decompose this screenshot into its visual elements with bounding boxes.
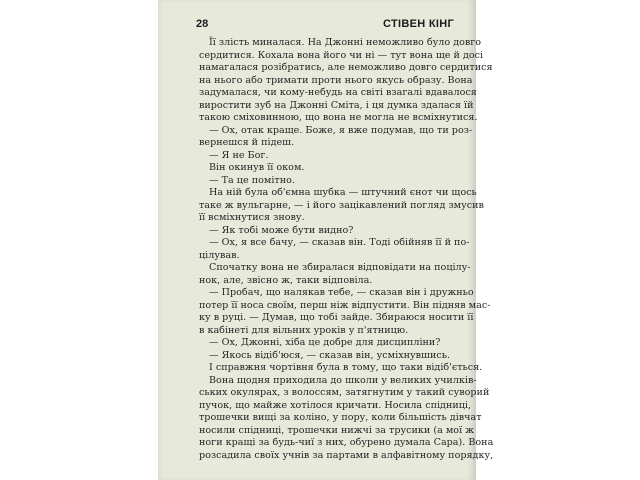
text-line: на нього або тримати проти нього якусь образу. Вона — [199, 74, 473, 86]
text-line: сердитися. Кохала вона його чи ні — тут вона ще й досі — [199, 49, 484, 61]
text-line: — Як тобі може бути видно? — [209, 224, 354, 236]
page-number: 28 — [196, 18, 209, 30]
text-line: — Пробач, що налякав тебе, — сказав він і дружньо — [209, 287, 474, 298]
text-line: Він окинув її оком. — [209, 162, 305, 173]
text-line: таке ж вульгарне, — і його зацікавлений погляд змусив — [199, 199, 484, 211]
text-line: розсадила своїх учнів за партами в алфавітному порядку, — [199, 449, 494, 461]
text-line: трошечки вищі за коліно, у пору, коли більшість дівчат — [199, 412, 482, 423]
text-line: — Ох, отак краще. Боже, я вже подумав, що ти роз- — [209, 124, 473, 136]
page-header — [196, 18, 454, 32]
text-line: — Якось відіб'юся, — сказав він, усміхнувшись. — [209, 349, 451, 361]
text-line: ку в руці. — Думав, що тобі зайде. Збираюся носити її — [199, 312, 474, 323]
text-line: такою сміховинною, що вона не могла не всміхнутися. — [199, 112, 478, 123]
text-line: Вона щодня приходила до школи у великих училків- — [209, 374, 477, 386]
text-line: її всміхнутися знову. — [199, 212, 305, 223]
text-line: в кабінеті для вільних уроків у п'ятницю. — [199, 324, 409, 336]
text-line: Спочатку вона не збиралася відповідати на поцілу- — [209, 262, 471, 273]
text-line: — Я не Бог. — [209, 149, 269, 161]
text-line: Її злість миналася. На Джонні неможливо було довго — [209, 37, 482, 48]
text-line: — Ох, я все бачу, — сказав він. Тоді обійняв її й по- — [209, 237, 470, 248]
text-line: задумалася, чи кому-небудь на світі взагалі вдавалося — [199, 87, 477, 98]
text-line: — Та це помітно. — [209, 174, 295, 186]
text-line: вернешся й підеш. — [199, 137, 295, 148]
text-line: ських окулярах, з волоссям, затягнутим у такий суворий — [199, 387, 490, 398]
text-line: На ній була об'ємна шубка — штучний єнот чи щось — [209, 187, 477, 198]
running-title: СТІВЕН КІНГ — [383, 18, 454, 30]
text-line: І справжня чортівня була в тому, що таки відіб'ється. — [209, 362, 483, 373]
text-line: потер її носа своїм, перш ніж відпустити. Він підняв мас- — [199, 299, 491, 311]
text-line: намагалася розібратись, але неможливо довго сердитися — [199, 62, 493, 73]
page-body-text — [199, 37, 494, 462]
text-line: пучок, що майже хотілося кричати. Носила спідниці, — [199, 399, 472, 411]
text-line: ноги кращі за будь-чиї з них, обурено думала Сара). Вона — [199, 437, 494, 448]
text-line: цілував. — [199, 249, 240, 261]
text-line: нок, але, звісно ж, таки відповіла. — [199, 274, 373, 286]
book-page — [158, 0, 494, 480]
text-line: — Ох, Джонні, хіба це добре для дисципліни? — [209, 337, 441, 348]
text-line: носили спідниці, трошечки нижчі за трусики (а мої ж — [199, 424, 475, 436]
text-line: виростити зуб на Джонні Сміта, і ця думка здалася їй — [199, 99, 474, 111]
